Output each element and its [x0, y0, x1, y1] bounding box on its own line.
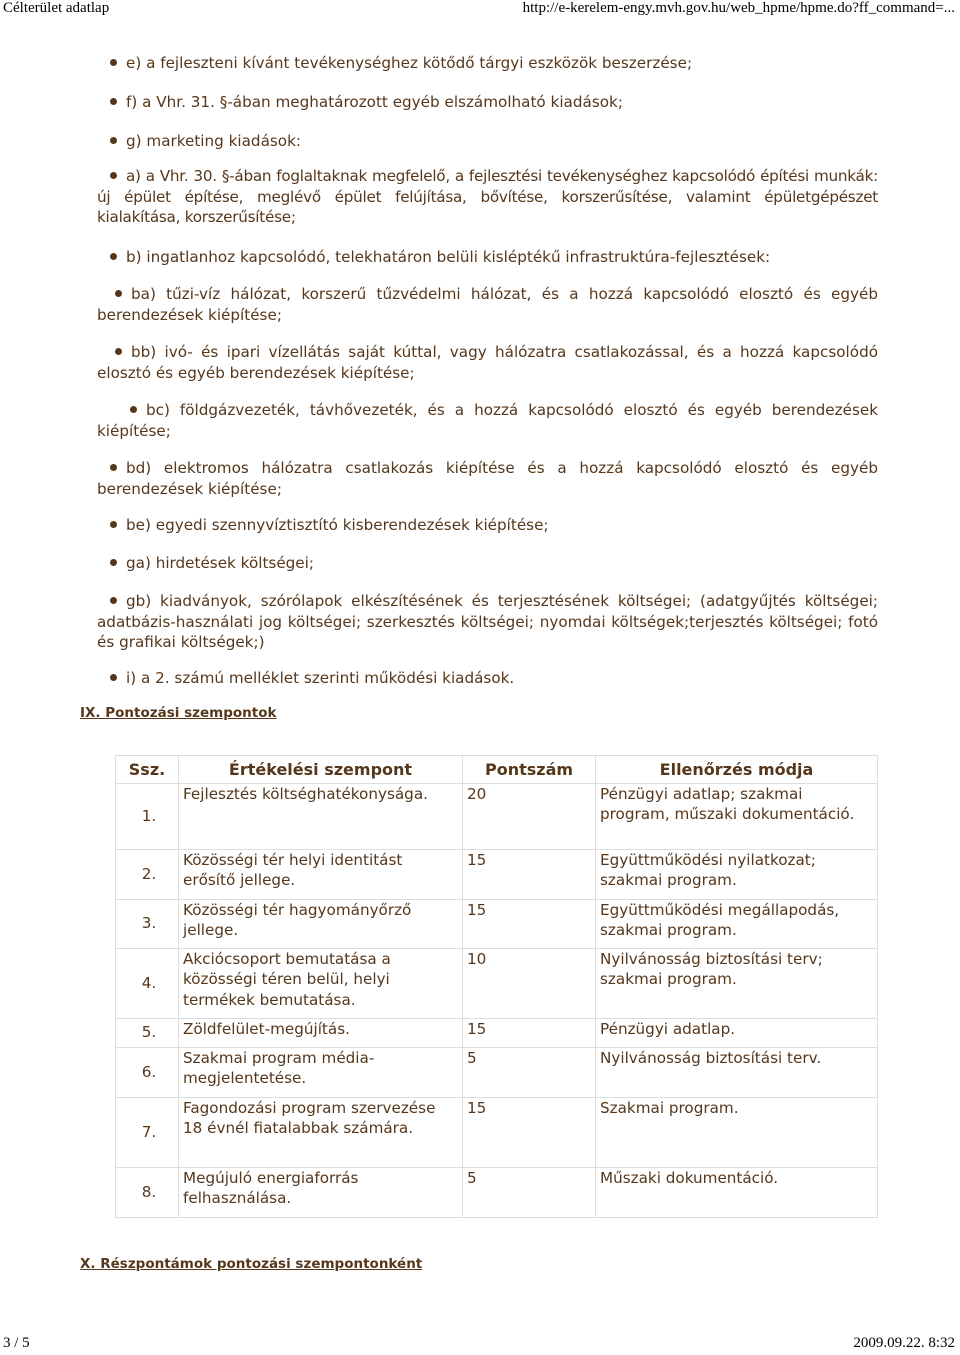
bullet-icon: [110, 521, 117, 528]
table-header-row: [116, 756, 878, 784]
column-header: Pontszám: [463, 756, 596, 784]
print-timestamp: 2009.09.22. 8:32: [853, 1335, 955, 1351]
table-row: 1. Fejlesztés költséghatékonysága. 20 Pénzügyi adatlap; szakmai program, műszaki dokumentáció.: [116, 783, 878, 849]
table-row: 8. Megújuló energiaforrás felhasználása. 5 Műszaki dokumentáció.: [116, 1167, 878, 1217]
header-title: Célterület adatlap: [3, 0, 110, 16]
bullet-icon: [110, 59, 117, 66]
bullet-icon: [110, 172, 117, 179]
list-item: f) a Vhr. 31. §-ában meghatározott egyéb elszámolható kiadások;: [110, 92, 623, 113]
header-url: http://e-kerelem-engy.mvh.gov.hu/web_hpme/hpme.do?ff_command=...: [522, 0, 955, 16]
column-header: Ssz.: [116, 756, 179, 784]
list-item: bb) ivó- és ipari vízellátás saját kúttal, vagy hálózatra csatlakozással, és a hozzá kapcsolódó elosztó és egyéb berendezések kiépítése;: [97, 343, 878, 382]
page-header: [0, 0, 960, 20]
bullet-icon: [115, 290, 122, 297]
table-row: 2. Közösségi tér helyi identitást erősítő jellege. 15 Együttműködési nyilatkozat; szakmai program.: [116, 849, 878, 899]
list-item: gb) kiadványok, szórólapok elkészítésének és terjesztésének költségei; (adatgyűjtés költségei; adatbázis-használati jog költségei; szerkesztés költségei; nyomdai költségek;terjesztés költségei; fotó és grafikai költségek;): [97, 592, 878, 652]
bullet-icon: [130, 406, 137, 413]
table-row: 5. Zöldfelület-megújítás. 15 Pénzügyi adatlap.: [116, 1018, 878, 1047]
table-row: 6. Szakmai program média-megjelentetése. 5 Nyilvánosság biztosítási terv.: [116, 1047, 878, 1097]
list-item: be) egyedi szennyvíztisztító kisberendezések kiépítése;: [110, 515, 549, 536]
list-item: b) ingatlanhoz kapcsolódó, telekhatáron belüli kisléptékű infrastruktúra-fejlesztések:: [110, 247, 770, 268]
section-heading-ix: IX. Pontozási szempontok: [80, 705, 277, 721]
bullet-icon: [110, 137, 117, 144]
list-item: g) marketing kiadások:: [110, 131, 301, 152]
page-footer: [0, 1335, 960, 1355]
column-header: Értékelési szempont: [179, 756, 463, 784]
list-item: bd) elektromos hálózatra csatlakozás kiépítése és a hozzá kapcsolódó elosztó és egyéb berendezések kiépítése;: [97, 459, 878, 498]
page-number: 3 / 5: [3, 1335, 30, 1351]
bullet-icon: [110, 559, 117, 566]
list-item: ba) tűzi-víz hálózat, korszerű tűzvédelmi hálózat, és a hozzá kapcsolódó elosztó és egyéb berendezések kiépítése;: [97, 285, 878, 324]
scoring-table: [115, 755, 878, 1218]
table-row: 7. Fagondozási program szervezése 18 évnél fiatalabbak számára. 15 Szakmai program.: [116, 1097, 878, 1167]
bullet-icon: [110, 464, 117, 471]
table-row: 3. Közösségi tér hagyományőrző jellege. 15 Együttműködési megállapodás, szakmai program.: [116, 899, 878, 948]
list-item: bc) földgázvezeték, távhővezeték, és a hozzá kapcsolódó elosztó és egyéb berendezések kiépítése;: [97, 401, 878, 440]
list-item: ga) hirdetések költségei;: [110, 553, 314, 574]
bullet-icon: [115, 348, 122, 355]
section-heading-x: X. Részpontámok pontozási szempontonként: [80, 1256, 423, 1272]
bullet-icon: [110, 674, 117, 681]
bullet-icon: [110, 597, 117, 604]
list-item: e) a fejleszteni kívánt tevékenységhez kötődő tárgyi eszközök beszerzése;: [110, 53, 692, 74]
bullet-icon: [110, 98, 117, 105]
column-header: Ellenőrzés módja: [596, 756, 878, 784]
table-row: 4. Akciócsoport bemutatása a közösségi téren belül, helyi termékek bemutatása. 10 Nyilvánosság biztosítási terv; szakmai program.: [116, 948, 878, 1018]
list-item: a) a Vhr. 30. §-ában foglaltaknak megfelelő, a fejlesztési tevékenységhez kapcsolódó építési munkák: új épület építése, meglévő épület felújítása, bővítése, korszerűsítése, valamint épületgépészet kialakítása, korszerűsítése;: [97, 167, 878, 227]
bullet-icon: [110, 253, 117, 260]
list-item: i) a 2. számú melléklet szerinti működési kiadások.: [110, 668, 514, 689]
